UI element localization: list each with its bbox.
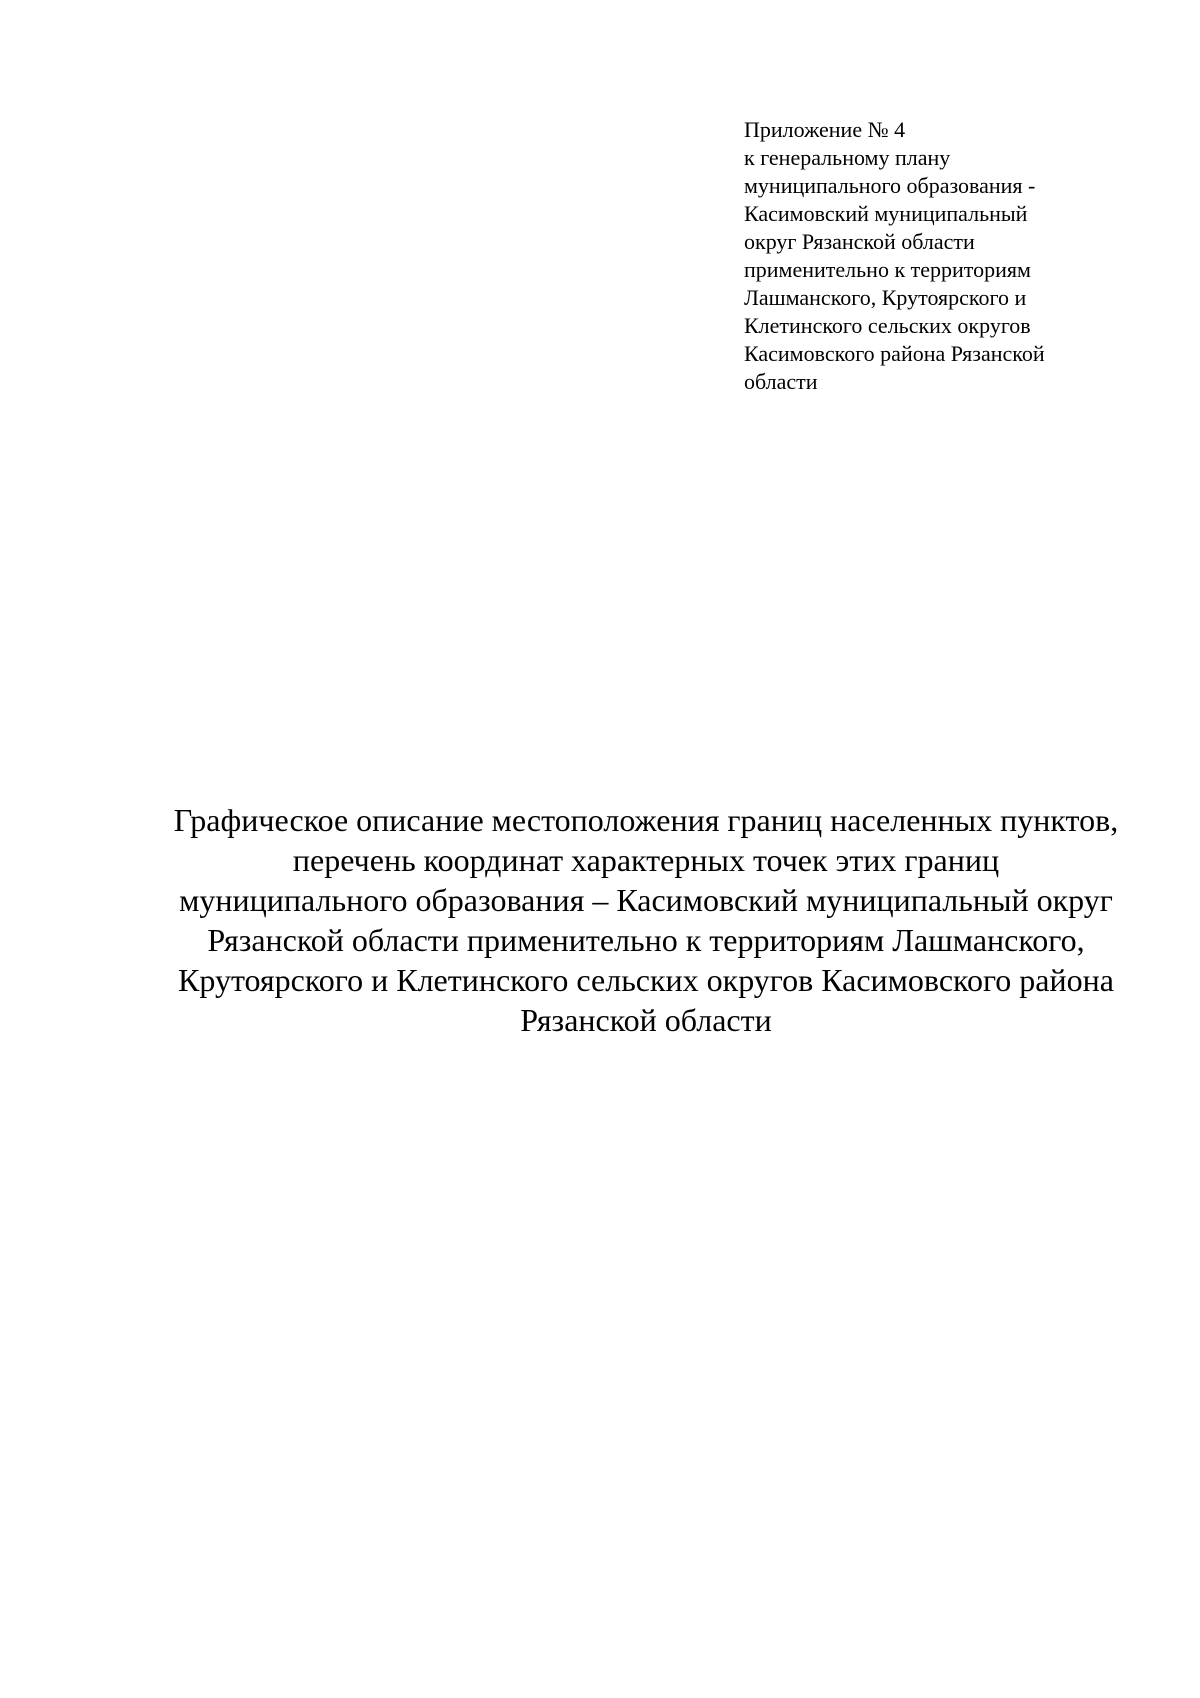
title-line: перечень координат характерных точек этих границ [292,842,1000,878]
title-line: Рязанской области применительно к территориям Лашманского, [207,922,1085,958]
appendix-line: Клетинского сельских округов [744,313,1031,338]
appendix-note [744,116,1144,396]
appendix-line: Касимовский муниципальный [744,201,1028,226]
title-line: Рязанской области [520,1002,772,1038]
title-line: Крутоярского и Клетинского сельских округов Касимовского района [178,962,1114,998]
title-line: Графическое описание местоположения границ населенных пунктов, [173,802,1119,838]
appendix-line: к генеральному плану [744,145,951,170]
appendix-line: округ Рязанской области [744,229,975,254]
appendix-line: Касимовского района Рязанской [744,341,1045,366]
appendix-line: Лашманского, Крутоярского и [744,285,1027,310]
appendix-line: Приложение № 4 [744,117,906,142]
appendix-line: области [744,369,818,394]
document-title [100,800,1192,1040]
appendix-line: применительно к территориям [744,257,1031,282]
title-line: муниципального образования – Касимовский муниципальный округ [179,882,1113,918]
appendix-line: муниципального образования - [744,173,1036,198]
